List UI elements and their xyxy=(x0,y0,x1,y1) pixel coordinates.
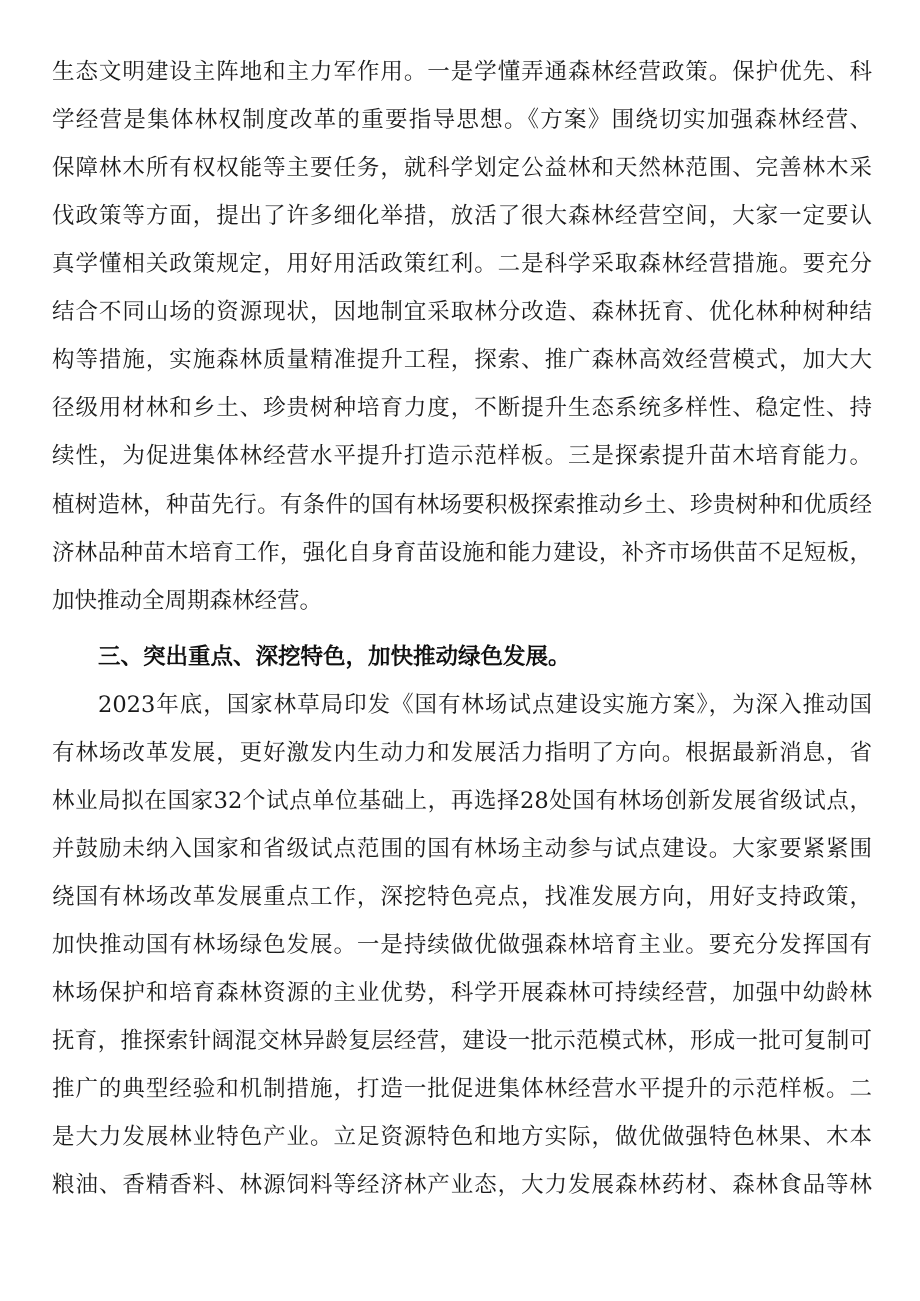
body-text-line: 是大力发展林业特色产业。立足资源特色和地方实际，做优做强特色林果、木本 xyxy=(52,1124,872,1150)
body-text-line: 加快推动全周期森林经营。 xyxy=(52,588,323,614)
body-text-line: 伐政策等方面，提出了许多细化举措，放活了很大森林经营空间，大家一定要认 xyxy=(52,203,872,229)
body-text-line: 绕国有林场改革发展重点工作，深挖特色亮点，找准发展方向，用好支持政策， xyxy=(52,884,872,910)
body-text-line: 径级用材林和乡土、珍贵树种培育力度，不断提升生态系统多样性、稳定性、持 xyxy=(52,395,872,421)
body-text-line: 学经营是集体林权制度改革的重要指导思想。《方案》围绕切实加强森林经营、 xyxy=(52,107,872,133)
body-text-line: 抚育，推探索针阔混交林异龄复层经营，建设一批示范模式林，形成一批可复制可 xyxy=(52,1028,872,1054)
body-text-line: 林业局拟在国家32个试点单位基础上，再选择28处国有林场创新发展省级试点， xyxy=(52,788,872,814)
body-text-line: 加快推动国有林场绿色发展。一是持续做优做强森林培育主业。要充分发挥国有 xyxy=(52,932,872,958)
body-text-line: 续性，为促进集体林经营水平提升打造示范样板。三是探索提升苗木培育能力。 xyxy=(52,443,872,469)
body-text-line: 林场保护和培育森林资源的主业优势，科学开展森林可持续经营，加强中幼龄林 xyxy=(52,980,872,1006)
body-text-line: 济林品种苗木培育工作，强化自身育苗设施和能力建设，补齐市场供苗不足短板， xyxy=(52,540,872,566)
body-text-line: 推广的典型经验和机制措施，打造一批促进集体林经营水平提升的示范样板。二 xyxy=(52,1076,872,1102)
body-text-line: 结合不同山场的资源现状，因地制宜采取林分改造、森林抚育、优化林种树种结 xyxy=(52,299,872,325)
body-text-line: 真学懂相关政策规定，用好用活政策红利。二是科学采取森林经营措施。要充分 xyxy=(52,251,872,277)
body-text-line: 2023年底，国家林草局印发《国有林场试点建设实施方案》，为深入推动国 xyxy=(98,692,872,718)
section-heading: 三、突出重点、深挖特色，加快推动绿色发展。 xyxy=(98,644,571,670)
body-text-line: 构等措施，实施森林质量精准提升工程，探索、推广森林高效经营模式，加大大 xyxy=(52,347,872,373)
body-text-line: 并鼓励未纳入国家和省级试点范围的国有林场主动参与试点建设。大家要紧紧围 xyxy=(52,836,872,862)
body-text-line: 生态文明建设主阵地和主力军作用。一是学懂弄通森林经营政策。保护优先、科 xyxy=(52,59,872,85)
body-text-line: 保障林木所有权权能等主要任务，就科学划定公益林和天然林范围、完善林木采 xyxy=(52,155,872,181)
body-text-line: 有林场改革发展，更好激发内生动力和发展活力指明了方向。根据最新消息，省 xyxy=(52,740,872,766)
body-text-line: 植树造林，种苗先行。有条件的国有林场要积极探索推动乡土、珍贵树种和优质经 xyxy=(52,492,872,518)
body-text-line: 粮油、香精香料、林源饲料等经济林产业态，大力发展森林药材、森林食品等林 xyxy=(52,1172,872,1198)
